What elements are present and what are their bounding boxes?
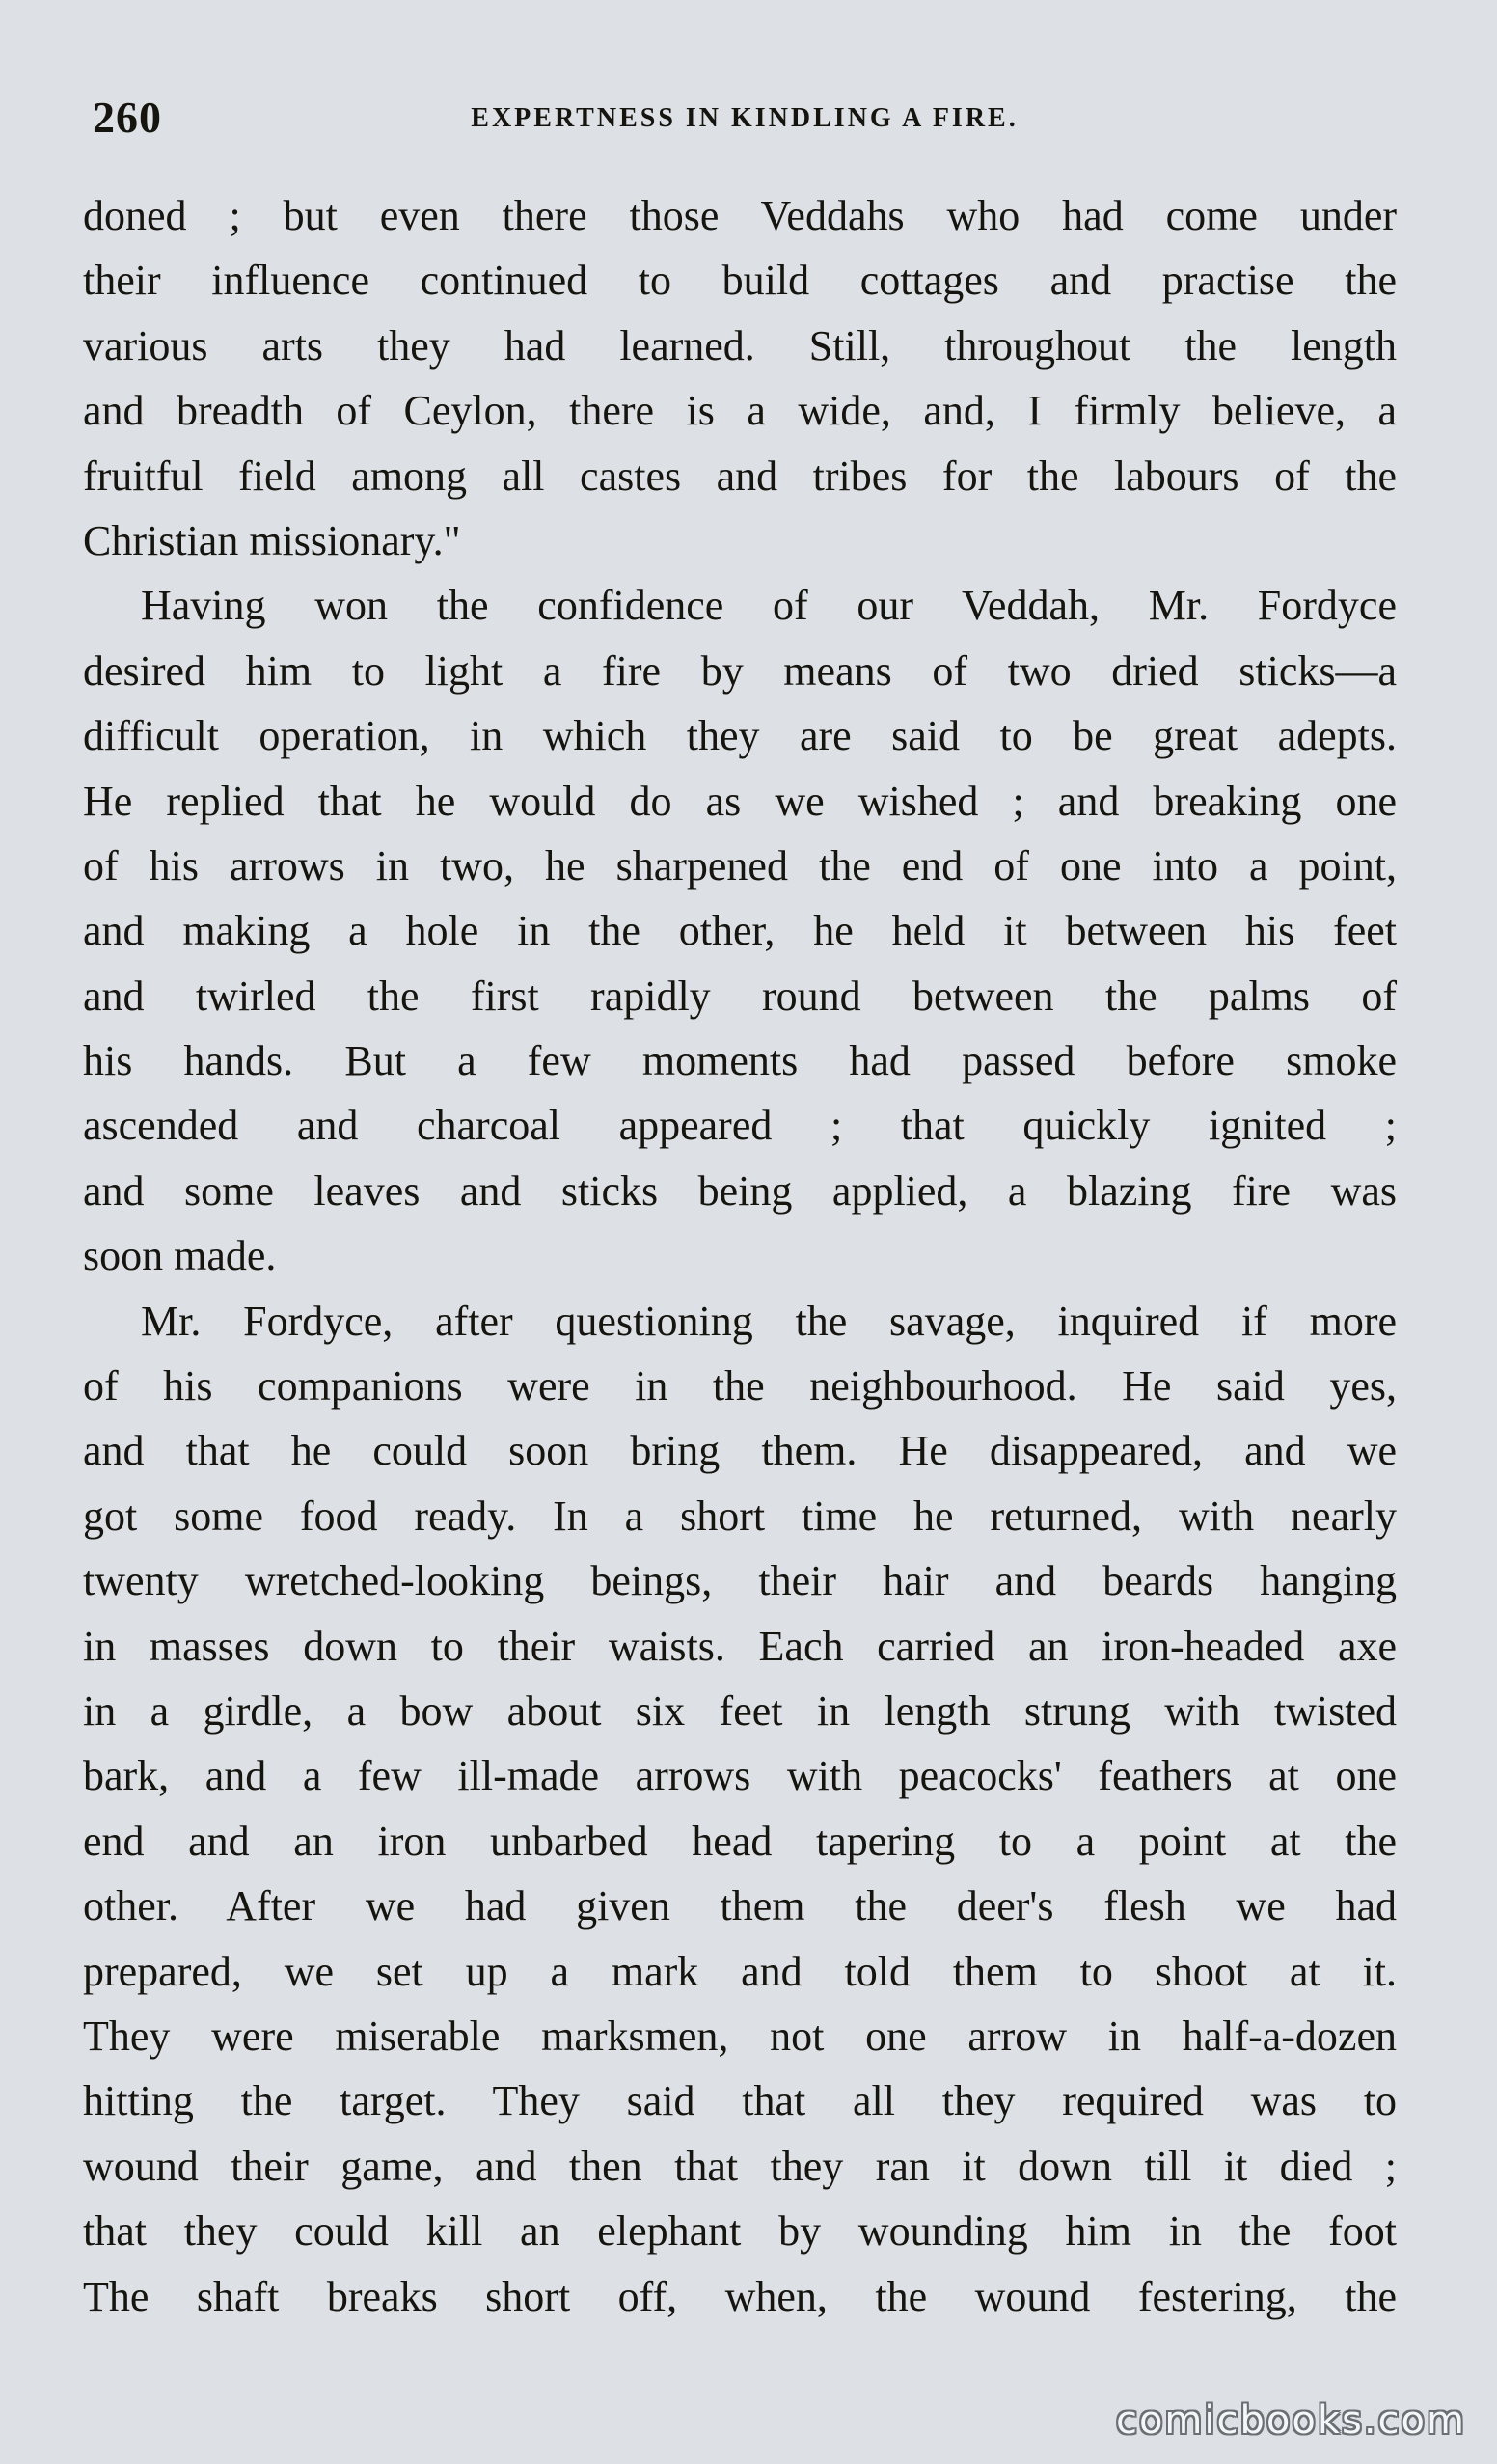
text-line: Having won the confidence of our Veddah, Mr. Fordyce <box>141 582 1397 630</box>
text-line: and some leaves and sticks being applied, a blazing fire was <box>83 1166 1397 1215</box>
text-line: hitting the target. They said that all they required was to <box>83 2077 1397 2125</box>
running-head <box>93 89 1397 147</box>
text-line: fruitful field among all castes and tribes for the labours of the <box>83 452 1397 500</box>
running-title: EXPERTNESS IN KINDLING A FIRE. <box>471 103 1019 133</box>
text-line: doned ; but even there those Veddahs who had come under <box>83 192 1397 239</box>
text-line: bark, and a few ill-made arrows with peacocks' feathers at one <box>83 1752 1397 1800</box>
text-line: wound their game, and then that they ran it down till it died ; <box>83 2142 1397 2190</box>
text-line: He replied that he would do as we wished ; and breaking one <box>83 777 1397 825</box>
text-line: in a girdle, a bow about six feet in length strung with twisted <box>83 1686 1397 1735</box>
text-line: twenty wretched-looking beings, their hair and beards hanging <box>83 1557 1397 1605</box>
text-line: and breadth of Ceylon, there is a wide, and, I firmly believe, a <box>83 387 1397 435</box>
text-line: desired him to light a fire by means of two dried sticks—a <box>83 646 1397 695</box>
text-line: end and an iron unbarbed head tapering to a point at the <box>83 1817 1397 1865</box>
text-line: They were miserable marksmen, not one arrow in half-a-dozen <box>83 2012 1397 2060</box>
text-line: and twirled the first rapidly round between the palms of <box>83 972 1397 1020</box>
text-line: difficult operation, in which they are said to be great adepts. <box>83 712 1397 760</box>
text-line: soon made. <box>83 1232 277 1280</box>
text-line: of his companions were in the neighbourhood. He said yes, <box>83 1362 1397 1410</box>
text-line: his hands. But a few moments had passed before smoke <box>83 1037 1397 1085</box>
text-line: that they could kill an elephant by wounding him in the foot <box>83 2207 1397 2256</box>
watermark: comicbooks.com <box>1115 2398 1466 2443</box>
body-text <box>83 183 1397 2329</box>
text-line: other. After we had given them the deer's flesh we had <box>83 1882 1397 1930</box>
text-line: and that he could soon bring them. He disappeared, and we <box>83 1427 1397 1475</box>
text-line: ascended and charcoal appeared ; that quickly ignited ; <box>83 1102 1397 1150</box>
text-line: got some food ready. In a short time he returned, with nearly <box>83 1492 1397 1540</box>
text-line: of his arrows in two, he sharpened the end of one into a point, <box>83 841 1397 890</box>
text-line: prepared, we set up a mark and told them to shoot at it. <box>83 1947 1397 1995</box>
text-line: Mr. Fordyce, after questioning the savage, inquired if more <box>141 1297 1397 1345</box>
text-line: their influence continued to build cottages and practise the <box>83 257 1397 305</box>
text-line: and making a hole in the other, he held it between his feet <box>83 907 1397 955</box>
text-line: in masses down to their waists. Each carried an iron-headed axe <box>83 1622 1397 1670</box>
text-line: Christian missionary." <box>83 516 461 564</box>
text-line: The shaft breaks short off, when, the wound festering, the <box>83 2272 1397 2320</box>
page-number: 260 <box>93 93 162 142</box>
text-line: various arts they had learned. Still, throughout the length <box>83 321 1397 370</box>
